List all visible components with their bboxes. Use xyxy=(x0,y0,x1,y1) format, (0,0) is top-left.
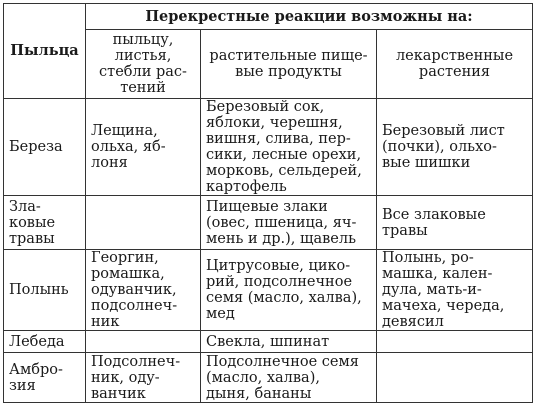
table-row xyxy=(4,196,533,250)
food-cell: Свекла, шпинат xyxy=(201,331,377,353)
plants-cell xyxy=(86,331,201,353)
header-food: растительные пище- вые продукты xyxy=(201,30,377,99)
cross-reaction-group-header: Перекрестные реакции возможны на: xyxy=(86,4,533,30)
header-medicinal: лекарственные растения xyxy=(377,30,533,99)
medicinal-cell xyxy=(377,331,533,353)
pollen-cell: Полынь xyxy=(4,250,86,331)
food-cell: Подсолнечное семя (масло, халва), дыня, бананы xyxy=(201,353,377,403)
plants-cell: Лещина, ольха, яб- лоня xyxy=(86,99,201,196)
plants-cell: Подсолнеч- ник, оду- ванчик xyxy=(86,353,201,403)
medicinal-cell: Полынь, ро- машка, кален- дула, мать-и- мачеха, череда, девясил xyxy=(377,250,533,331)
table-row xyxy=(4,331,533,353)
header-plants: пыльцу, листья, стебли рас- тений xyxy=(86,30,201,99)
table-row xyxy=(4,99,533,196)
food-cell: Пищевые злаки (овес, пшеница, яч- мень и др.), щавель xyxy=(201,196,377,250)
pollen-cell: Береза xyxy=(4,99,86,196)
cross-reaction-table xyxy=(3,3,533,403)
medicinal-cell: Все злаковые травы xyxy=(377,196,533,250)
medicinal-cell xyxy=(377,353,533,403)
pollen-cell: Зла- ковые травы xyxy=(4,196,86,250)
medicinal-cell: Березовый лист (почки), ольхо- вые шишки xyxy=(377,99,533,196)
food-cell: Березовый сок, яблоки, черешня, вишня, слива, пер- сики, лесные орехи, морковь, сельдерей, картофель xyxy=(201,99,377,196)
food-cell: Цитрусовые, цико- рий, подсолнечное семя (масло, халва), мед xyxy=(201,250,377,331)
pollen-cell: Амбро- зия xyxy=(4,353,86,403)
pollen-header: Пыльца xyxy=(4,4,86,99)
table-row xyxy=(4,250,533,331)
plants-cell xyxy=(86,196,201,250)
plants-cell: Георгин, ромашка, одуванчик, подсолнеч- ник xyxy=(86,250,201,331)
table-row xyxy=(4,353,533,403)
pollen-cell: Лебеда xyxy=(4,331,86,353)
